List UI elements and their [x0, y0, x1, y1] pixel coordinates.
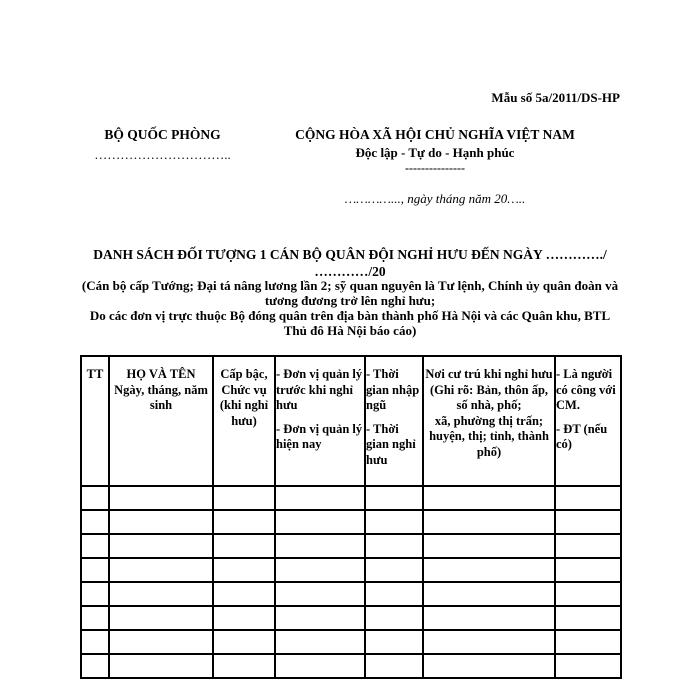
table-cell[interactable] — [555, 534, 621, 558]
table-cell[interactable] — [555, 510, 621, 534]
table-cell[interactable] — [109, 654, 213, 678]
table-cell[interactable] — [365, 558, 423, 582]
table-cell[interactable] — [275, 510, 365, 534]
header-merit-phone: - ĐT (nếu có) — [556, 421, 608, 451]
table-cell[interactable] — [81, 606, 109, 630]
table-cell[interactable] — [213, 534, 275, 558]
table-cell[interactable] — [555, 486, 621, 510]
table-cell[interactable] — [555, 558, 621, 582]
table-cell[interactable] — [275, 534, 365, 558]
table-cell[interactable] — [275, 558, 365, 582]
table-body — [81, 486, 621, 678]
document-subtitle — [80, 278, 620, 338]
table-row — [81, 486, 621, 510]
table-cell[interactable] — [423, 510, 555, 534]
table-cell[interactable] — [365, 534, 423, 558]
table-cell[interactable] — [213, 630, 275, 654]
header-residence: Nơi cư trú khi nghỉ hưu (Ghi rõ: Bản, thôn ấp, số nhà, phố; xã, phường thị trấn; huyện, thị; tỉnh, thành phố) — [423, 356, 555, 486]
table-cell[interactable] — [365, 630, 423, 654]
table-cell[interactable] — [81, 582, 109, 606]
document-title — [80, 246, 620, 280]
table-cell[interactable] — [423, 558, 555, 582]
table-cell[interactable] — [81, 654, 109, 678]
header-time — [365, 356, 423, 486]
header-merit — [555, 356, 621, 486]
ministry-name: BỘ QUỐC PHÒNG — [104, 127, 221, 142]
table-row — [81, 534, 621, 558]
table-cell[interactable] — [213, 654, 275, 678]
table-cell[interactable] — [365, 486, 423, 510]
motto-underline: --------------- — [405, 161, 465, 175]
personnel-table — [80, 355, 622, 679]
header-merit-revolution: - Là người có công với CM. — [556, 367, 616, 412]
table-row — [81, 582, 621, 606]
table-row — [81, 630, 621, 654]
table-cell[interactable] — [81, 510, 109, 534]
title-line-1: DANH SÁCH ĐỐI TƯỢNG 1 CÁN BỘ QUÂN ĐỘI NGHỈ HƯU ĐẾN NGÀY …………./ — [93, 247, 607, 262]
header-time-enlist: - Thời gian nhập ngũ — [366, 367, 420, 412]
table-cell[interactable] — [275, 654, 365, 678]
table-cell[interactable] — [213, 486, 275, 510]
table-row — [81, 510, 621, 534]
header-unit — [275, 356, 365, 486]
table-cell[interactable] — [423, 606, 555, 630]
table-cell[interactable] — [365, 654, 423, 678]
national-title: CỘNG HÒA XÃ HỘI CHỦ NGHĨA VIỆT NAM — [295, 127, 575, 142]
table-cell[interactable] — [423, 534, 555, 558]
table-cell[interactable] — [213, 510, 275, 534]
header-time-retire: - Thời gian nghỉ hưu — [366, 421, 416, 467]
table-cell[interactable] — [555, 630, 621, 654]
table-cell[interactable] — [555, 606, 621, 630]
table-row — [81, 654, 621, 678]
ministry-unit-blank: ………………………….. — [94, 147, 231, 162]
table-cell[interactable] — [109, 534, 213, 558]
date-line: …………..., ngày tháng năm 20….. — [344, 191, 526, 206]
table-cell[interactable] — [109, 606, 213, 630]
table-cell[interactable] — [109, 486, 213, 510]
table-cell[interactable] — [423, 486, 555, 510]
table-row — [81, 558, 621, 582]
table-cell[interactable] — [365, 510, 423, 534]
table-header-row — [81, 356, 621, 486]
table-cell[interactable] — [275, 606, 365, 630]
table-cell[interactable] — [555, 582, 621, 606]
table-cell[interactable] — [365, 582, 423, 606]
table-cell[interactable] — [213, 606, 275, 630]
table-cell[interactable] — [423, 582, 555, 606]
form-code: Mẫu số 5a/2011/DS-HP — [491, 90, 620, 105]
header-tt: TT — [81, 356, 109, 486]
table-cell[interactable] — [213, 558, 275, 582]
table-cell[interactable] — [81, 558, 109, 582]
table-cell[interactable] — [81, 486, 109, 510]
subtitle-line-1: (Cán bộ cấp Tướng; Đại tá nâng lương lần 2; sỹ quan nguyên là Tư lệnh, Chính ủy quân đoàn và tương đương trở lên nghỉ hưu; — [81, 278, 619, 308]
table-cell[interactable] — [81, 630, 109, 654]
table-cell[interactable] — [275, 630, 365, 654]
table-row — [81, 606, 621, 630]
table-cell[interactable] — [365, 606, 423, 630]
header-rank: Cấp bậc, Chức vụ (khi nghỉ hưu) — [213, 356, 275, 486]
table-cell[interactable] — [555, 654, 621, 678]
header-unit-current: - Đơn vị quản lý hiện nay — [276, 421, 363, 451]
header-unit-before: - Đơn vị quản lý trước khi nghỉ hưu — [276, 367, 363, 412]
subtitle-line-2: Do các đơn vị trực thuộc Bộ đóng quân trên địa bàn thành phố Hà Nội và các Quân khu, BTL Thủ đô Hà Nội báo cáo) — [89, 308, 611, 338]
table-cell[interactable] — [275, 486, 365, 510]
table-cell[interactable] — [423, 630, 555, 654]
title-line-2: …………/20 — [314, 264, 386, 279]
table-cell[interactable] — [275, 582, 365, 606]
table-cell[interactable] — [423, 654, 555, 678]
national-motto: Độc lập - Tự do - Hạnh phúc — [355, 145, 515, 160]
table-cell[interactable] — [109, 630, 213, 654]
table-cell[interactable] — [109, 558, 213, 582]
table-cell[interactable] — [81, 534, 109, 558]
table-cell[interactable] — [109, 582, 213, 606]
table-cell[interactable] — [213, 582, 275, 606]
header-name: HỌ VÀ TÊN Ngày, tháng, năm sinh — [109, 356, 213, 486]
table-cell[interactable] — [109, 510, 213, 534]
